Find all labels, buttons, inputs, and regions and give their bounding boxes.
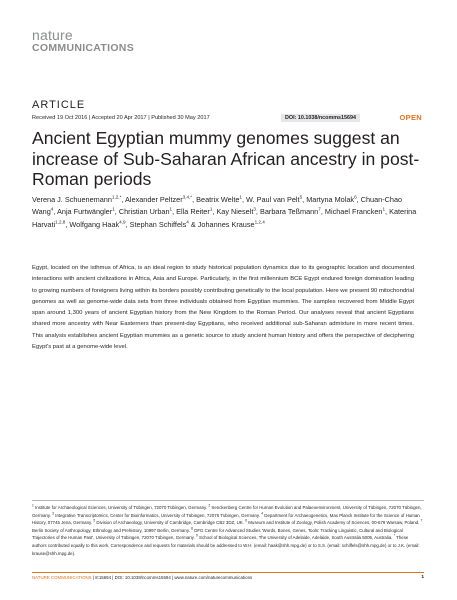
author-name: Michael Francken — [324, 207, 383, 217]
author-name: Kay Nieselt — [216, 207, 254, 217]
author — [198, 220, 265, 229]
affiliation-marker: 7 — [420, 518, 423, 523]
author-name: Barbara Teßmann — [259, 207, 319, 217]
affiliation-marker: 4 — [261, 511, 264, 516]
article-title: Ancient Egyptian mummy genomes suggest an increase of Sub-Saharan African ancestry in post-Roman periods — [32, 128, 420, 189]
author — [69, 220, 125, 229]
author-name: Christian Urban — [118, 207, 170, 217]
author — [57, 207, 115, 216]
affiliation-text: Museum and Institute of Zoology, Polish Academy of Sciences, 00-679 Warsaw, Poland. — [247, 520, 421, 526]
author — [176, 207, 212, 216]
author-affiliation-marker: 1 — [169, 206, 173, 212]
affiliation-marker: 6 — [245, 518, 248, 523]
abstract: Egypt, located on the isthmus of Africa, is an ideal region to study historical population dynamics due to its geographic location and documented interactions with ancient civilizations in Africa, Asia and Europe. Particularly, in the first millennium BCE Egypt endured foreign domination leading to growing numbers of foreigners living within its borders possibly contributing genetically to the local population. Here we present 90 mitochondrial genomes as well as genome-wide data sets from three individuals obtained from Egyptian mummies. The samples recovered from Middle Egypt span around 1,300 years of ancient Egyptian history from the New Kingdom to the Roman Period. Our analyses reveal that ancient Egyptians shared more ancestry with Near Easterners than present-day Egyptians, who received additional sub-Saharan admixture in more recent times. This analysis establishes ancient Egyptian mummies as a genetic source to study ancient human history and offers the perspective of deciphering Egypt's past at a genome-wide level. — [32, 265, 414, 351]
author — [32, 195, 121, 204]
page-number: 1 — [421, 575, 424, 580]
affiliation-text: DFG Centre for Advanced Studies 'Words, Bones, Genes, Tools: Tracking Linguistic, Cultural and Biological Trajectories of the Human Past', University of Tübingen, 72070 Tübingen, Germany. — [32, 527, 403, 541]
affiliation-marker: * — [393, 533, 396, 538]
author-name: Chuan-Chao Wang — [32, 195, 403, 217]
author-name: Stephan Schiffels — [129, 219, 187, 229]
author-affiliation-marker: 4 — [50, 206, 54, 212]
author — [246, 195, 302, 204]
author — [325, 207, 385, 216]
affiliation-text: Senckenberg Centre for Human Evolution and Palaeoenvironment, University of Tübingen, 72070 Tübingen, Germany. — [32, 505, 422, 518]
author-affiliation-marker: 1,2,* — [111, 194, 122, 200]
affiliation-text: These authors contributed equally to this work. Correspondence and requests for materials should be addressed to W.H. (email: haak@shh.mpg.de) or to S.S. (email: schiffels@shh.mpg.de) or to J.K. (email: krause@shh.mpg.de). — [32, 535, 420, 556]
author-name: Wolfgang Haak — [69, 219, 120, 229]
author-name: Katerina Harvati — [32, 207, 417, 229]
author-affiliation-marker: 1,2,8 — [55, 219, 66, 225]
author-name: Ella Reiter — [176, 207, 210, 217]
author — [306, 195, 356, 204]
author — [260, 207, 321, 216]
doi-badge[interactable]: DOI: 10.1038/ncomms15694 — [281, 114, 360, 122]
journal-logo — [32, 28, 134, 54]
author — [125, 195, 192, 204]
author-affiliation-marker: 3,4,* — [182, 194, 193, 200]
author-name: Verena J. Schuenemann — [32, 195, 112, 204]
author-name: Anja Furtwängler — [57, 207, 113, 217]
author — [119, 207, 172, 216]
author-affiliation-marker: 4 — [186, 219, 189, 225]
author — [216, 207, 255, 216]
author-affiliation-marker: 5 — [299, 194, 303, 200]
affiliations — [32, 504, 424, 557]
author-name: W. Paul van Pelt — [246, 195, 300, 204]
page-footer — [32, 575, 424, 580]
author-name: Alexander Peltzer — [125, 195, 183, 204]
author-name: Beatrix Welte — [196, 195, 240, 204]
affiliation-text: Berlin Society of Anthropology, Ethnology and Prehistory, 10997 Berlin, Germany. — [32, 527, 192, 533]
author-affiliation-marker: 1,2,4 — [254, 219, 265, 225]
article-meta — [32, 114, 422, 124]
affiliation-marker: 8 — [191, 526, 193, 531]
footer-journal-name: NATURE COMMUNICATIONS — [32, 575, 92, 580]
affiliation-marker: 9 — [195, 533, 198, 538]
author-affiliation-marker: 1 — [112, 206, 115, 212]
author-affiliation-marker: 7 — [318, 206, 321, 212]
author — [196, 195, 242, 204]
affiliations-divider — [32, 500, 424, 501]
author-name: Martyna Molak — [306, 195, 355, 204]
affiliation-text: Integrative Transcriptomics, Center for Bioinformatics, University of Tübingen, 72076 Tübingen, Germany. — [54, 512, 262, 518]
footer-divider — [32, 572, 424, 573]
author-affiliation-marker: 3 — [253, 206, 256, 212]
affiliation-text: School of Biological Sciences, The University of Adelaide, Adelaide, South Australia 5005, Australia. — [197, 535, 394, 541]
affiliation-text: Division of Archaeology, University of Cambridge, Cambridge CB2 3DZ, UK. — [95, 520, 246, 526]
logo-communications-text: COMMUNICATIONS — [32, 42, 134, 54]
author-affiliation-marker: 6 — [354, 194, 357, 200]
open-access-badge: OPEN — [399, 113, 422, 122]
author-affiliation-marker: 4,9 — [119, 219, 126, 225]
affiliation-marker: 2 — [208, 503, 211, 508]
logo-nature-text: nature — [32, 27, 73, 43]
author-affiliation-marker: 1 — [382, 206, 386, 212]
affiliation-marker: 1 — [32, 503, 34, 508]
affiliation-text: Institute for Archaeological Sciences, University of Tübingen, 72070 Tübingen, Germany. — [33, 505, 209, 510]
affiliation-marker: 3 — [52, 511, 55, 516]
author-list: Verena J. Schuenemann$^{1,2,*}$, Alexander Peltzer$^{3,4,*}$, Beatrix Welte$^1$, W. Paul van Pelt$^5$, Martyna Molak$^6$, Chuan-Chao Wang$^4$, Anja Furtwängler$^1$, Christian Urban$^1$, Ella Reiter$^1$, Kay Nieselt$^3$, Barbara Teßmann$^7$, Michael Francken$^1$, Katerina Harvati$^{1,2,8}$, Wolfgang Haak$^{4,9}$, Stephan Schiffels$^4$ & Johannes Krause$^{1,2,4}$ — [32, 194, 417, 229]
article-type-label: ARTICLE — [32, 99, 86, 111]
affiliation-text: Department for Archaeogenetics, Max Planck Institute for the Science of Human History, 07745 Jena, Germany. — [32, 512, 420, 526]
author-affiliation-marker: 1 — [209, 206, 213, 212]
footer-citation: | 8:15694 | DOI: 10.1038/ncomms15694 | www.nature.com/naturecommunications — [91, 575, 253, 580]
author-affiliation-marker: 1 — [239, 194, 242, 200]
publication-dates: Received 19 Oct 2016 | Accepted 20 Apr 2017 | Published 30 May 2017 — [32, 115, 210, 121]
affiliation-marker: 5 — [93, 518, 96, 523]
author — [130, 220, 189, 229]
author-name: Johannes Krause — [197, 219, 255, 229]
